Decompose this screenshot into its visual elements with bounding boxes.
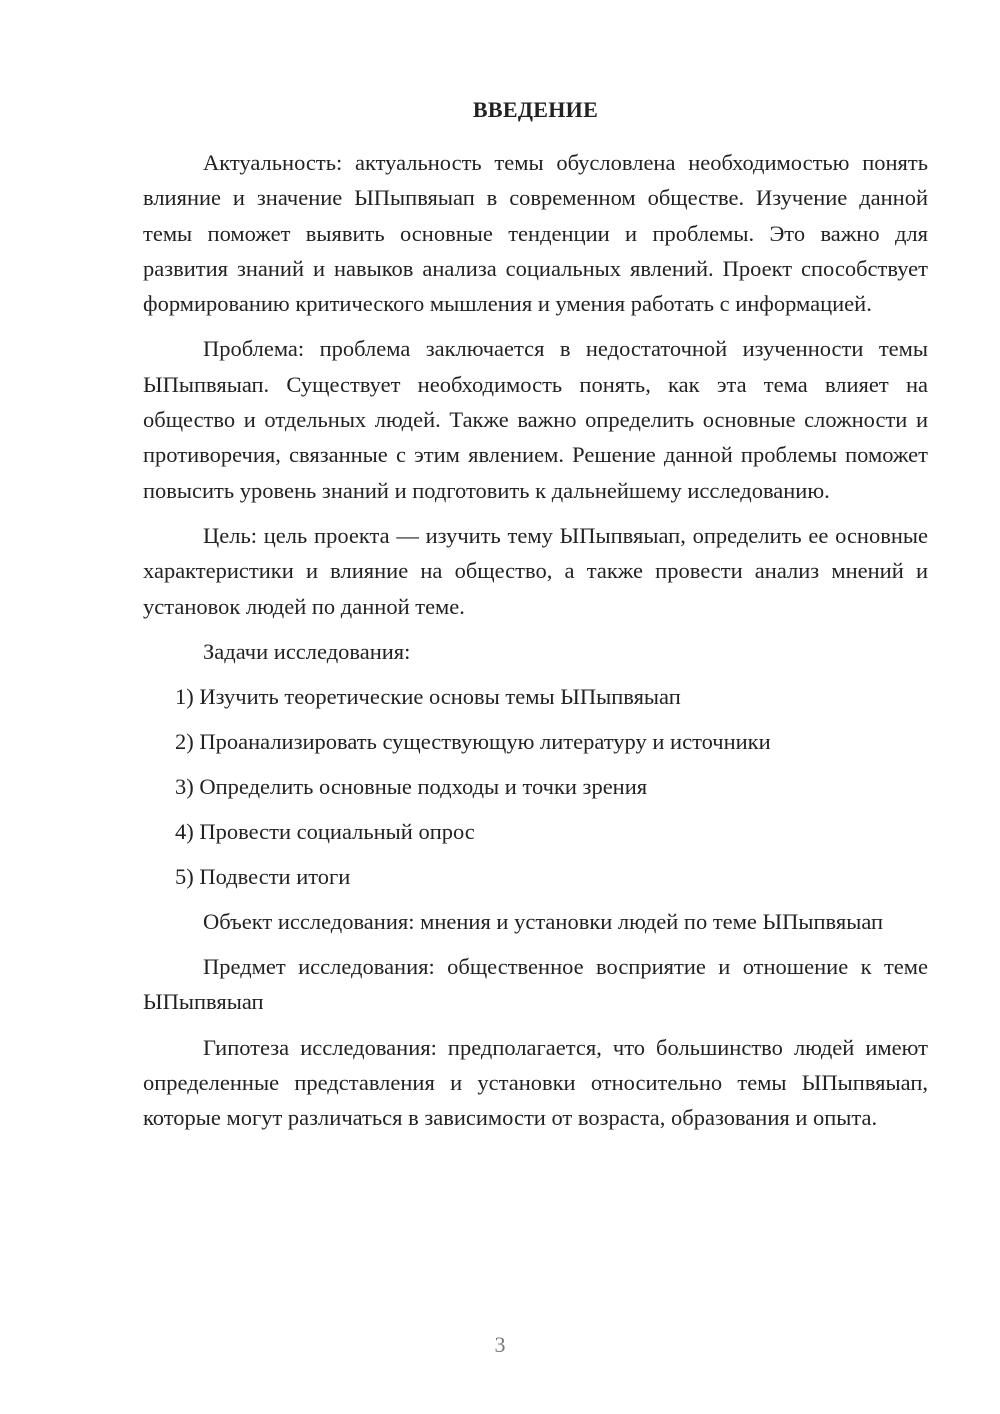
list-item: 1) Изучить теоретические основы темы ЫПыпвяыап	[175, 683, 681, 709]
object-paragraph: Объект исследования: мнения и установки людей по теме ЫПыпвяыап	[203, 908, 884, 934]
tasks-title: Задачи исследования:	[203, 638, 411, 664]
page-number: 3	[494, 1332, 506, 1357]
list-item: 4) Провести социальный опрос	[175, 818, 475, 844]
hypothesis-paragraph: Гипотеза исследования: предполагается, что большинство людей имеют определенные представления и установки относительно темы ЫПыпвяыап, которые могут различаться в зависимости от возраста, образования и опыта.	[143, 1034, 928, 1131]
list-item: 2) Проанализировать существующую литературу и источники	[175, 728, 771, 754]
problem-paragraph: Проблема: проблема заключается в недостаточной изученности темы ЫПыпвяыап. Существует необходимость понять, как эта тема влияет на общество и отдельных людей. Также важно определить основные сложности и противоречия, связанные с этим явлением. Решение данной проблемы поможет повысить уровень знаний и подготовить к дальнейшему исследованию.	[143, 336, 928, 503]
document-page	[143, 95, 928, 1146]
goal-paragraph: Цель: цель проекта — изучить тему ЫПыпвяыап, определить ее основные характеристики и влияние на общество, а также провести анализ мнений и установок людей по данной теме.	[143, 522, 928, 619]
list-item: 5) Подвести итоги	[175, 863, 351, 889]
relevance-paragraph: Актуальность: актуальность темы обусловлена необходимостью понять влияние и значение ЫПыпвяыап в современном обществе. Изучение данной темы поможет выявить основные тенденции и проблемы. Это важно для развития знаний и навыков анализа социальных явлений. Проект способствует формированию критического мышления и умения работать с информацией.	[143, 150, 928, 317]
subject-paragraph: Предмет исследования: общественное восприятие и отношение к теме ЫПыпвяыап	[143, 954, 928, 1015]
page-title: ВВЕДЕНИЕ	[472, 97, 599, 122]
list-item: 3) Определить основные подходы и точки зрения	[175, 773, 648, 799]
